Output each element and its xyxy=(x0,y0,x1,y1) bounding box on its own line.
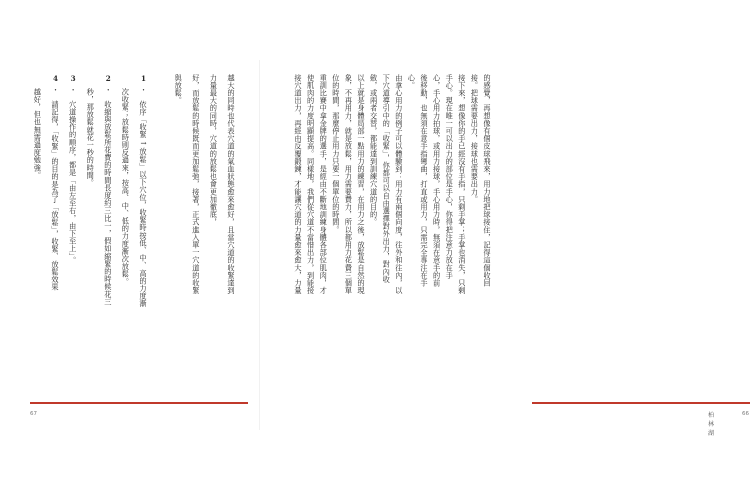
text-column: 心，手心用力拍球，或用力接球，手心用力時，無須在意手的前 xyxy=(432,74,442,287)
text-column: 下穴道導引中的「收緊」，你都可以自由選擇對外出力，對內收 xyxy=(382,74,392,284)
text-column: 接。把球需要出力，接球也需要出力。 xyxy=(470,74,480,204)
left-page-number: 67 xyxy=(30,411,37,417)
item-number: 2. xyxy=(103,74,113,93)
item-text: 穴道操作的順序，都是「由左至右，由下至上」。 xyxy=(68,100,78,265)
text-column: 由拿心用力的例子可以體驗到：用力有兩個向度，往外和往內，以 xyxy=(394,74,404,295)
text-column: 手心。現在唯一可以出力的部位是手心，你得把注意力放在手 xyxy=(445,74,455,280)
running-head: 柏林湖 xyxy=(708,412,715,437)
item-text: 請記得，「收緊」的目的是為了「放鬆」，收緊、放鬆效果 xyxy=(51,100,60,291)
text-column: 接穴道出力，再經由反覆鍛鍊，才能讓穴道的力量愈來愈大，力量 xyxy=(294,74,303,295)
numbered-item xyxy=(50,74,60,291)
left-page xyxy=(0,0,260,500)
text-column: 位的時間，那麼停止用力只要一個單位的時間。 xyxy=(331,74,341,234)
text-column: 次收緊；放鬆時則反過來，按高、中、低的力度漸次放鬆。 xyxy=(121,88,131,286)
text-column: 與放鬆。 xyxy=(174,74,184,105)
text-column: 好，而放鬆的時候既而更加鬆弛，接著，正式進入單一穴道的收緊 xyxy=(191,74,201,295)
text-column: 以上就是身體局部一點用力的練習，在用力之後，放鬆是自然的現 xyxy=(357,74,366,295)
text-column: 越大的同時也代表穴道的氣血狀態愈來愈好，且當穴道的收緊達到 xyxy=(227,74,236,295)
numbered-item xyxy=(103,74,113,306)
right-footer-rule xyxy=(532,402,750,404)
item-text: 依序「收緊→放鬆」以下穴位，收緊時按低、中、高的力度漸 xyxy=(139,100,148,308)
text-column: 使肌肉的力度明顯提高。同樣地，我們從穴道不當惜出力，到能接 xyxy=(306,74,316,295)
numbered-item xyxy=(138,74,148,307)
text-column: 重訓比賽中拿金牌的選手，是經由不斷地訓練身體各部位肌肉，才 xyxy=(319,74,329,295)
left-footer-rule xyxy=(30,402,248,404)
text-column: 斂，或兩者交替，都能達到訓練穴道的目的。 xyxy=(369,74,379,226)
right-page xyxy=(260,0,749,500)
numbered-item xyxy=(68,74,78,264)
text-column: 後移動，也無須在意手指彎曲，打直或用力，只需完全專注在手 xyxy=(420,74,429,287)
text-column: 的感覺，再想像有個皮球飛來，用力地把球接住，記得這個收回 xyxy=(483,74,492,287)
item-text: 收縮與放鬆所花費的時間長度約三比一，假如縮緊的時候花三 xyxy=(103,100,113,306)
item-number: 4. xyxy=(51,74,60,93)
text-column: 象，不再用力，就是放鬆，用力需要費力，所以都用力花費三個單 xyxy=(344,74,354,295)
right-page-number: 66 xyxy=(742,411,749,417)
text-column: 越好，但也無需過度勉強。 xyxy=(33,88,43,180)
item-number: 1. xyxy=(139,74,148,93)
text-column: 接下來，想像你的手已經沒有手指，只剩手掌；手掌也消失，只剩 xyxy=(457,74,467,295)
item-number: 3. xyxy=(68,74,78,93)
text-column: 心。 xyxy=(407,74,417,90)
text-column: 秒，那放鬆就花一秒的時間。 xyxy=(86,88,96,187)
text-column: 力量最大的同時，穴道的放鬆也會更加徹底， xyxy=(209,74,219,226)
